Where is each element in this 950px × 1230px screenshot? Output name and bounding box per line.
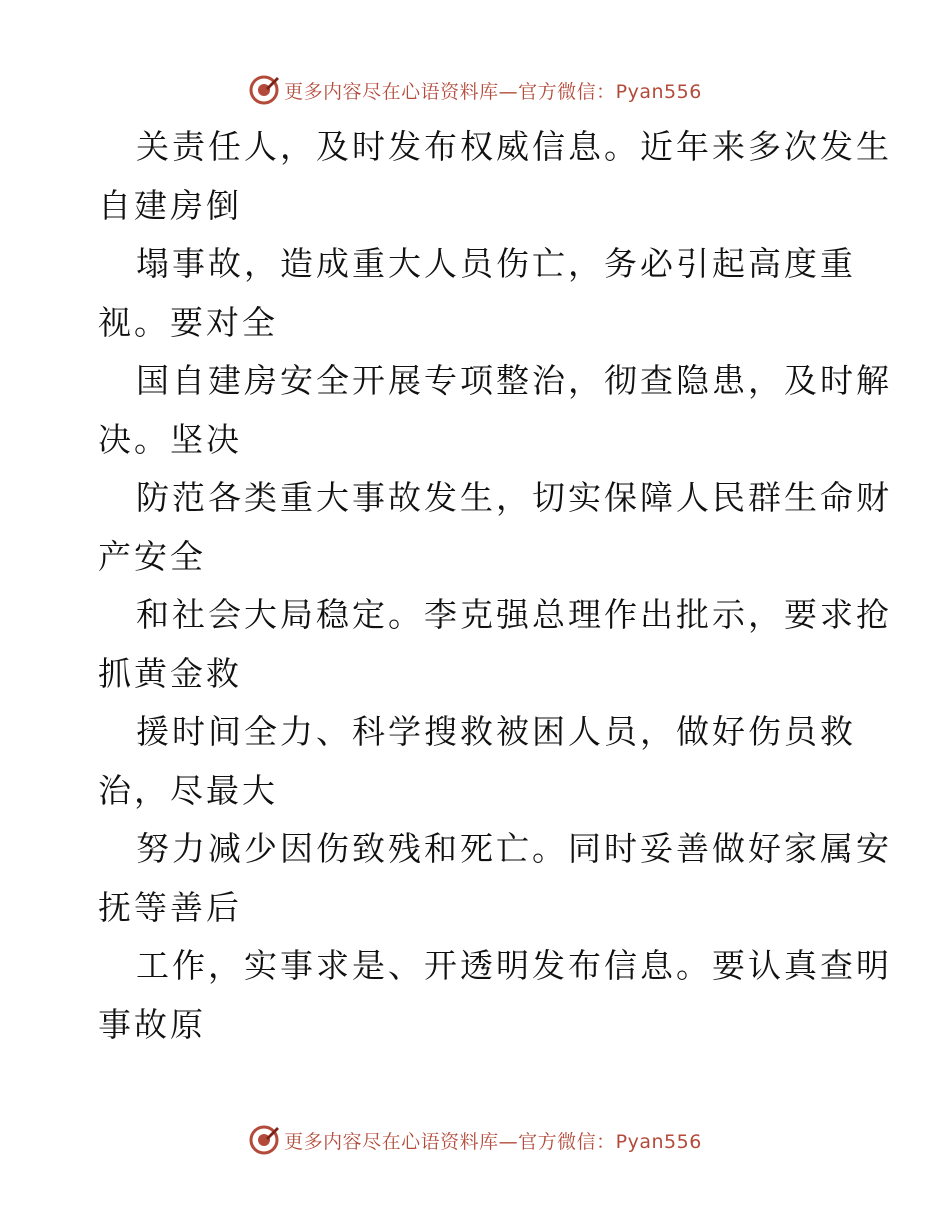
text-line: 事故原 xyxy=(98,1004,206,1044)
text-line: 努力减少因伤致残和死亡。同时妥善做好家属安 xyxy=(136,829,892,868)
text-line: 抓黄金救 xyxy=(98,653,242,693)
text-line: 工作，实事求是、开透明发布信息。要认真查明 xyxy=(136,946,892,985)
logo-icon xyxy=(248,74,280,106)
text-line: 产安全 xyxy=(98,536,206,576)
text-line: 治，尽最大 xyxy=(98,770,278,810)
text-line: 抚等善后 xyxy=(98,887,242,927)
text-line: 自建房倒 xyxy=(98,185,242,225)
header-banner-text: 更多内容尽在心语资料库—官方微信：Pyan556 xyxy=(284,80,702,103)
text-line: 援时间全力、科学搜救被困人员，做好伤员救 xyxy=(136,712,856,751)
text-line: 视。要对全 xyxy=(98,302,278,342)
document-body xyxy=(98,118,892,1054)
text-line: 和社会大局稳定。李克强总理作出批示，要求抢 xyxy=(136,595,892,634)
text-line: 关责任人，及时发布权威信息。近年来多次发生 xyxy=(136,127,892,166)
header-banner xyxy=(0,70,950,110)
text-line: 防范各类重大事故发生，切实保障人民群生命财 xyxy=(136,478,892,517)
text-line: 塌事故，造成重大人员伤亡，务必引起高度重 xyxy=(136,244,856,283)
logo-icon xyxy=(248,1124,280,1156)
footer-banner-text: 更多内容尽在心语资料库—官方微信：Pyan556 xyxy=(284,1130,702,1153)
text-line: 国自建房安全开展专项整治，彻查隐患，及时解 xyxy=(136,361,892,400)
footer-banner xyxy=(0,1120,950,1160)
text-line: 决。坚决 xyxy=(98,419,242,459)
